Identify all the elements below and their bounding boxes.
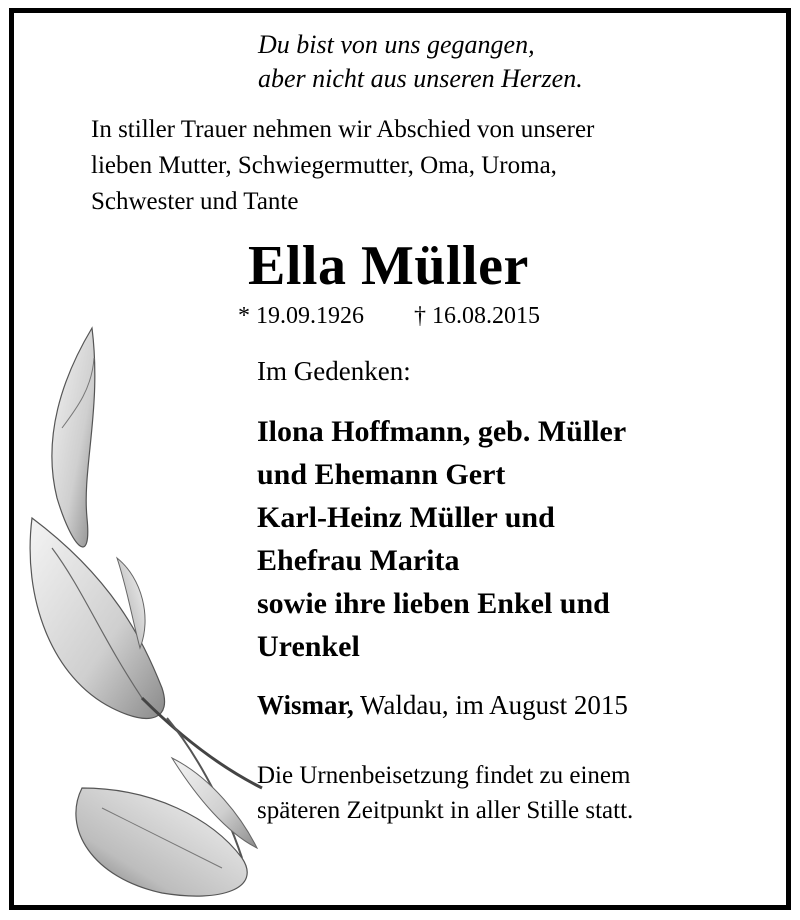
intro-line: In stiller Trauer nehmen wir Abschied von unserer: [91, 116, 595, 143]
motto-line-2: aber nicht aus unseren Herzen.: [258, 64, 583, 93]
burial-note: [257, 758, 633, 828]
mourner-line: Ehefrau Marita: [257, 544, 460, 577]
mourner-line: Urenkel: [257, 630, 360, 663]
death-date: † 16.08.2015: [414, 303, 540, 329]
motto-line-1: Du bist von uns gegangen,: [258, 30, 535, 59]
mourner-line: sowie ihre lieben Enkel und: [257, 587, 610, 620]
deceased-name: Ella Müller: [248, 235, 529, 297]
place-rest: Waldau, im August 2015: [353, 690, 628, 720]
intro-line: Schwester und Tante: [91, 188, 299, 215]
place-date: [257, 690, 628, 721]
mourner-line: Karl-Heinz Müller und: [257, 501, 555, 534]
mourner-line: Ilona Hoffmann, geb. Müller: [257, 415, 627, 448]
note-line: Die Urnenbeisetzung findet zu einem: [257, 762, 631, 789]
birth-date: * 19.09.1926: [238, 303, 364, 329]
mourner-line: und Ehemann Gert: [257, 458, 506, 491]
note-line: späteren Zeitpunkt in aller Stille statt.: [257, 797, 634, 824]
intro-line: lieben Mutter, Schwiegermutter, Oma, Uroma,: [91, 152, 557, 179]
mourners-label: Im Gedenken:: [257, 356, 411, 386]
mourners-list: [257, 410, 626, 668]
intro-text: [91, 112, 731, 220]
place-city: Wismar,: [257, 690, 354, 720]
